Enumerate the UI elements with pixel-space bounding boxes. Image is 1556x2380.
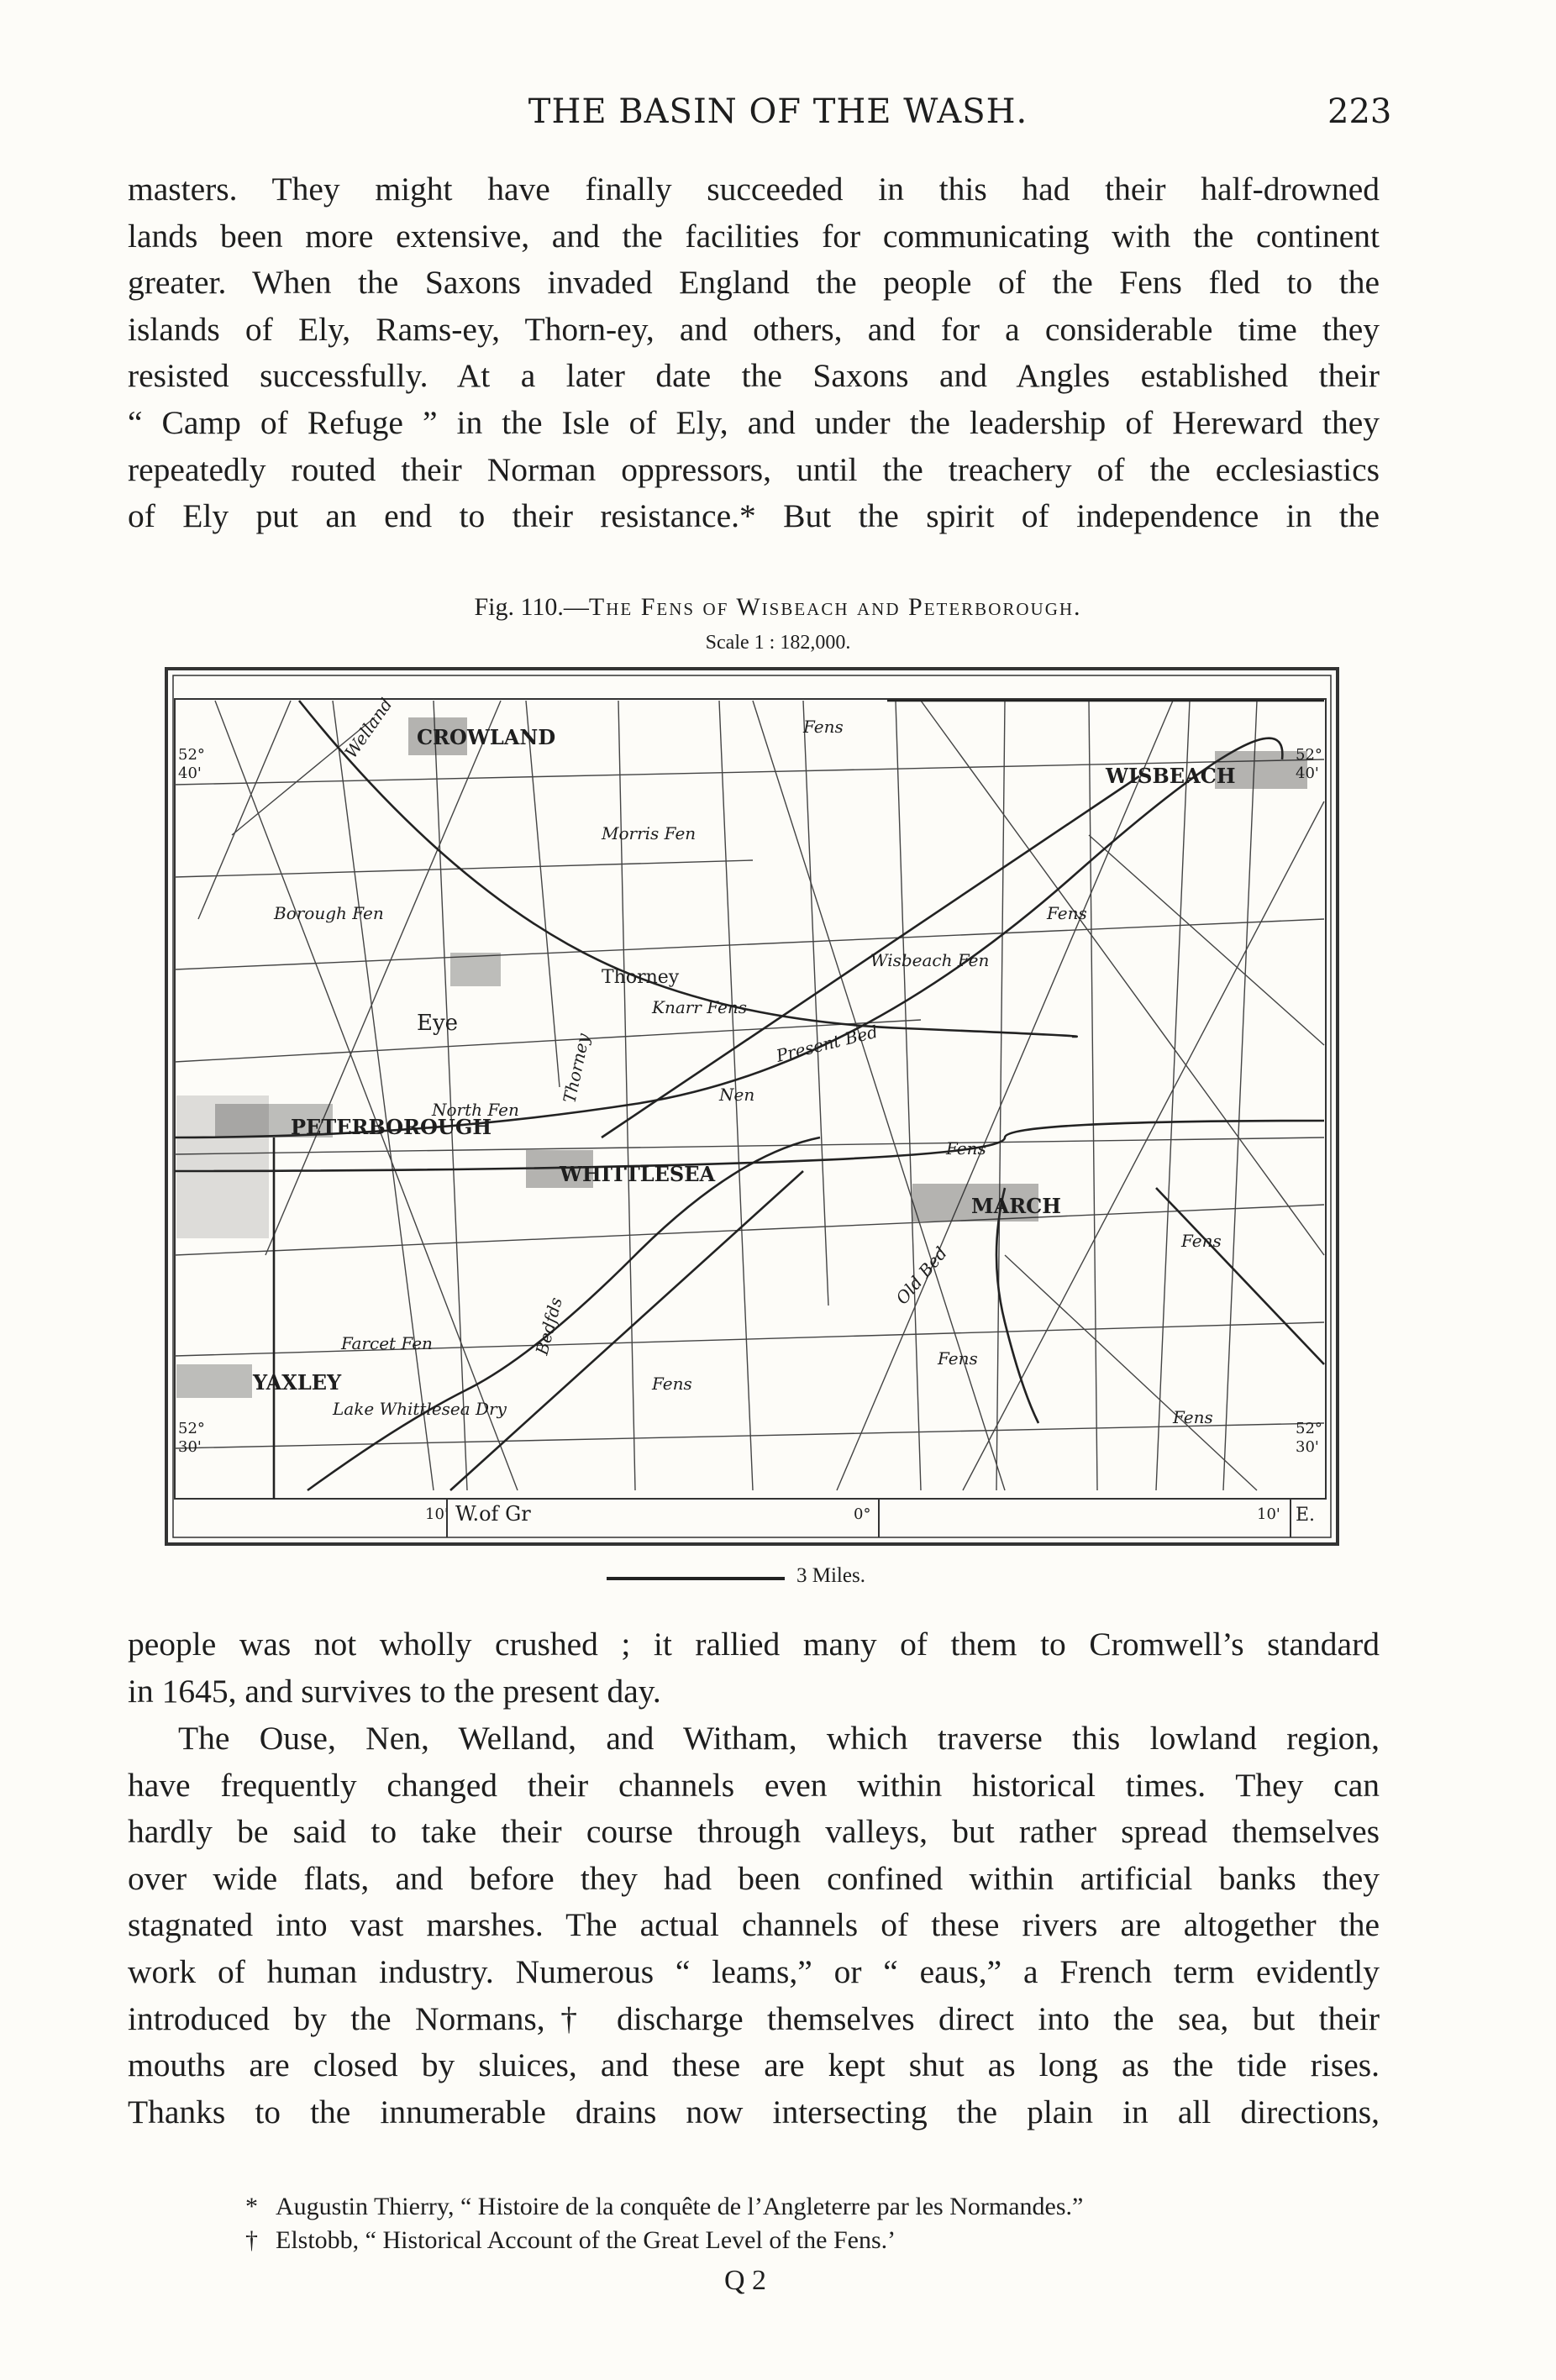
map-label-fens: Fens xyxy=(946,1138,986,1158)
text-line: mouths are closed by sluices, and these are kept shut as long as the tide rises. xyxy=(128,2046,1380,2084)
text-line: masters. They might have finally succeeded in this had their half-drowned xyxy=(128,171,1380,208)
lat-label: 30' xyxy=(178,1438,202,1456)
map-label-crowland: CROWLAND xyxy=(417,725,556,749)
map-label-bedfds: Bedfds xyxy=(531,1295,566,1358)
text-line: lands been more extensive, and the facilities for communicating with the continent xyxy=(128,217,1380,255)
text-line: have frequently changed their channels even within historical times. They can xyxy=(128,1766,1380,1804)
footnote-text: Elstobb, “ Historical Account of the Great Level of the Fens.’ xyxy=(276,2226,896,2254)
text-line: work of human industry. Numerous “ leams,” or “ eaus,” a French term evidently xyxy=(128,1952,1380,1990)
text-line: stagnated into vast marshes. The actual channels of these rivers are altogether the xyxy=(128,1906,1380,1944)
text-line: hardly be said to take their course through valleys, but rather spread themselves xyxy=(128,1813,1380,1851)
map-label-lake-whittlesea: Lake Whittlesea Dry xyxy=(333,1399,507,1419)
footnote-1 xyxy=(245,2190,1083,2224)
figure-caption xyxy=(0,593,1556,622)
map-label-yaxley: YAXLEY xyxy=(253,1370,342,1395)
map-label-wisbeach: WISBEACH xyxy=(1106,764,1236,788)
map-label-north-fen: North Fen xyxy=(432,1100,519,1120)
text-line: resisted successfully. At a later date the Saxons and Angles established their xyxy=(128,357,1380,395)
lat-label: 52° xyxy=(178,1420,205,1437)
text-line: over wide flats, and before they had been confined within artificial banks they xyxy=(128,1859,1380,1897)
map-label-knarr-fens: Knarr Fens xyxy=(652,997,747,1017)
map-label-thorney: Thorney xyxy=(602,967,680,988)
footnote-mark: * xyxy=(245,2193,258,2220)
text-line: islands of Ely, Rams-ey, Thorn-ey, and others, and for a considerable time they xyxy=(128,310,1380,348)
map-label-fens: Fens xyxy=(652,1374,692,1394)
footnote-2 xyxy=(245,2224,896,2257)
running-title: THE BASIN OF THE WASH. xyxy=(528,92,1028,131)
map-label-eye: Eye xyxy=(417,1011,459,1036)
map-label-fens: Fens xyxy=(1181,1231,1222,1251)
text-line: “ Camp of Refuge ” in the Isle of Ely, and under the leadership of Hereward they xyxy=(128,403,1380,441)
map-label-peterborough: PETERBOROUGH xyxy=(291,1115,492,1139)
page-number: 223 xyxy=(1327,92,1392,131)
lat-label: 40' xyxy=(178,764,202,782)
figure-number: Fig. 110.— xyxy=(474,593,589,621)
map-label-whittlesea: WHITTLESEA xyxy=(560,1162,716,1186)
map-label-wisbeach-fen: Wisbeach Fen xyxy=(870,950,990,970)
signature-mark: Q 2 xyxy=(724,2265,767,2296)
lon-label: 10' xyxy=(425,1505,449,1523)
map-label-fens: Fens xyxy=(1173,1407,1213,1427)
text-line: in 1645, and survives to the present day. xyxy=(128,1672,661,1710)
map-label-fens: Fens xyxy=(938,1348,978,1369)
paragraph-2 xyxy=(128,1621,1380,1715)
lat-label: 52° xyxy=(178,746,205,764)
text-line: people was not wholly crushed ; it rallied many of them to Cromwell’s standard xyxy=(128,1626,1380,1663)
map-label-morris-fen: Morris Fen xyxy=(602,823,697,843)
lat-label: 52° xyxy=(1296,746,1322,764)
text-line: The Ouse, Nen, Welland, and Witham, which traverse this lowland region, xyxy=(178,1720,1380,1757)
scale-bar xyxy=(607,1577,785,1580)
map-label-thorney-river: Thorney xyxy=(559,1032,594,1106)
lat-label: 40' xyxy=(1296,764,1319,782)
footnote-mark: † xyxy=(245,2226,258,2254)
map-label-welland: Welland xyxy=(340,694,397,762)
lon-label: 0° xyxy=(854,1505,871,1523)
map-label-march: MARCH xyxy=(971,1194,1061,1218)
lat-label: 52° xyxy=(1296,1420,1322,1437)
map-label-old-bed: Old Bed xyxy=(891,1243,952,1309)
map-label-borough-fen: Borough Fen xyxy=(274,903,384,923)
lat-label: 30' xyxy=(1296,1438,1319,1456)
text-line: of Ely put an end to their resistance.* But the spirit of independence in the xyxy=(128,497,1380,535)
map-label-fens: Fens xyxy=(803,717,844,737)
map-label-present-bed: Present Bed xyxy=(774,1021,881,1066)
map-label-fens: Fens xyxy=(1047,903,1087,923)
fens-map xyxy=(165,667,1341,1549)
footnote-text: Augustin Thierry, “ Histoire de la conquête de l’Angleterre par les Normandes.” xyxy=(276,2193,1084,2220)
lon-label: E. xyxy=(1296,1505,1316,1526)
paragraph-1 xyxy=(128,166,1380,540)
map-label-farcet-fen: Farcet Fen xyxy=(341,1333,433,1353)
figure-scale: Scale 1 : 182,000. xyxy=(705,632,851,654)
map-label-nen: Nen xyxy=(719,1085,755,1105)
scale-bar-label: 3 Miles. xyxy=(796,1564,865,1587)
text-line: greater. When the Saxons invaded England the people of the Fens fled to the xyxy=(128,264,1380,302)
lon-label: W.of Gr xyxy=(455,1502,531,1526)
text-line: Thanks to the innumerable drains now intersecting the plain in all directions, xyxy=(128,2093,1380,2130)
text-line: introduced by the Normans,† discharge themselves direct into the sea, but their xyxy=(128,1999,1380,2037)
text-line: repeatedly routed their Norman oppressors, until the treachery of the ecclesiastics xyxy=(128,450,1380,488)
paragraph-3 xyxy=(128,1715,1380,2136)
figure-title: The Fens of Wisbeach and Peterborough. xyxy=(588,593,1082,621)
lon-label: 10' xyxy=(1257,1505,1280,1523)
